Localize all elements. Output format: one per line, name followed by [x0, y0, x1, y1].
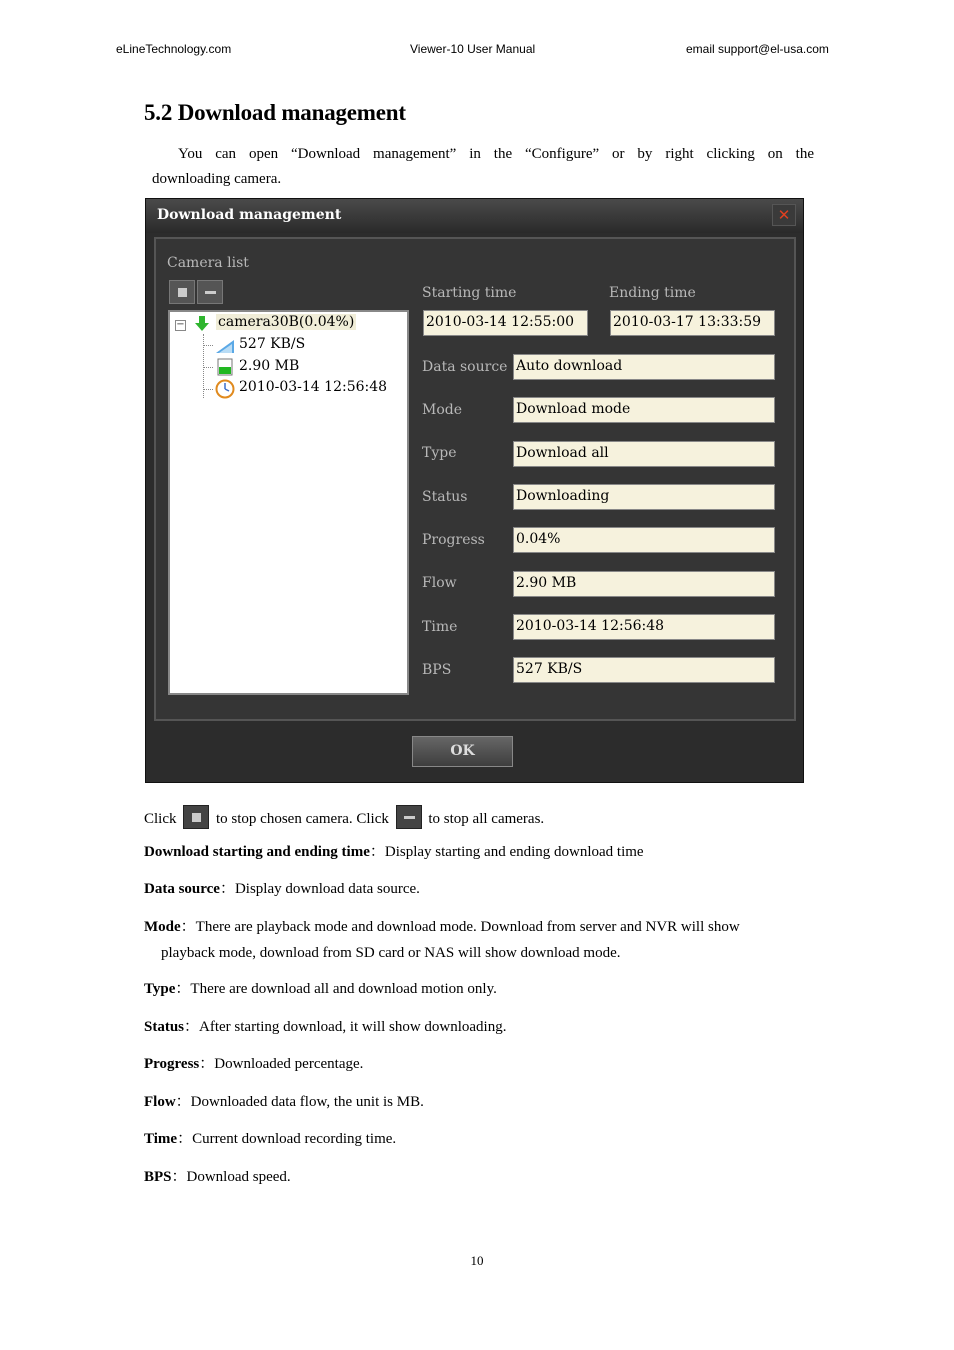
intro-line-2: downloading camera. — [152, 171, 282, 187]
ending-time-field[interactable]: 2010-03-17 13:33:59 — [610, 310, 775, 336]
tree-time-node: 2010-03-14 12:56:48 — [239, 379, 388, 395]
dialog-title-bar — [146, 199, 803, 233]
progress-label: Progress — [422, 532, 485, 548]
definition-term: Time — [144, 1131, 178, 1147]
definition-item — [144, 976, 497, 1002]
definition-item — [144, 1126, 396, 1152]
click-text-1: Click — [144, 811, 177, 827]
definition-item — [144, 914, 740, 966]
definition-text: ：Current download recording time. — [177, 1131, 397, 1147]
definition-item — [144, 1164, 291, 1190]
definition-term: Progress — [144, 1056, 200, 1072]
tree-branch-line — [203, 345, 213, 346]
collapse-icon[interactable]: − — [176, 319, 185, 330]
header-email: email support@el-usa.com — [686, 42, 829, 56]
starting-time-label: Starting time — [422, 285, 517, 301]
intro-line-1: You can open “Download management” in the “Configure” or by right clicking on the — [178, 146, 814, 162]
status-label: Status — [422, 489, 468, 505]
definition-item — [144, 1089, 424, 1115]
time-label: Time — [422, 619, 458, 635]
clock-icon — [215, 379, 235, 399]
definition-item — [144, 1051, 363, 1077]
click-text-2: to stop chosen camera. Click — [216, 811, 389, 827]
camera-tree[interactable] — [168, 310, 409, 695]
tree-branch-line — [203, 389, 213, 390]
ok-button[interactable]: OK — [412, 736, 513, 767]
intro-paragraph — [152, 142, 814, 192]
data-source-field[interactable]: Auto download — [513, 354, 775, 380]
status-field[interactable]: Downloading — [513, 484, 775, 510]
definition-item — [144, 839, 644, 865]
mode-label: Mode — [422, 402, 463, 418]
tree-camera-node[interactable]: camera30B(0.04%) — [218, 314, 355, 330]
data-source-label: Data source — [422, 359, 508, 375]
definition-text: ：Display download data source. — [219, 881, 420, 897]
stop-all-dash-icon — [205, 291, 216, 294]
page-number: 10 — [470, 1253, 484, 1268]
definition-term: Download starting and ending time — [144, 844, 370, 860]
definition-text-continued: playback mode, download from SD card or NAS will show download mode. — [161, 945, 621, 961]
definition-text: ：Downloaded percentage. — [199, 1056, 364, 1072]
stop-chosen-camera-button[interactable] — [169, 280, 195, 304]
mode-field[interactable]: Download mode — [513, 397, 775, 423]
definition-text: ：There are download all and download motion only. — [175, 981, 497, 997]
definition-text: ：After starting download, it will show downloading. — [184, 1019, 507, 1035]
definition-term: Type — [144, 981, 176, 997]
storage-size-icon — [217, 358, 233, 376]
bps-label: BPS — [422, 662, 452, 678]
header-manual-title: Viewer-10 User Manual — [410, 42, 536, 56]
definition-text: ：Download speed. — [171, 1169, 291, 1185]
starting-time-field[interactable]: 2010-03-14 12:55:00 — [423, 310, 588, 336]
section-title: 5.2 Download management — [144, 100, 406, 125]
stop-square-icon — [178, 288, 187, 297]
definition-text: ：Display starting and ending download time — [369, 844, 644, 860]
download-arrow-icon — [194, 315, 210, 333]
close-icon[interactable]: ✕ — [772, 204, 796, 226]
definition-term: Mode — [144, 919, 181, 935]
click-instruction — [144, 805, 544, 832]
bps-field[interactable]: 527 KB/S — [513, 657, 775, 683]
flow-field[interactable]: 2.90 MB — [513, 571, 775, 597]
definition-item — [144, 1014, 506, 1040]
type-field[interactable]: Download all — [513, 441, 775, 467]
ending-time-label: Ending time — [609, 285, 696, 301]
dialog-title: Download management — [157, 207, 342, 223]
tree-branch-line — [203, 367, 213, 368]
definition-text: ：There are playback mode and download mode. Download from server and NVR will show — [180, 919, 740, 935]
click-text-3: to stop all cameras. — [428, 811, 545, 827]
type-label: Type — [422, 445, 457, 461]
stop-chosen-icon — [183, 805, 209, 829]
definition-term: Status — [144, 1019, 185, 1035]
definition-term: Flow — [144, 1094, 176, 1110]
tree-size-node: 2.90 MB — [239, 358, 300, 374]
tree-speed-node: 527 KB/S — [239, 336, 306, 352]
definition-item — [144, 876, 420, 902]
definition-term: Data source — [144, 881, 220, 897]
download-management-dialog — [145, 198, 804, 783]
stop-all-cameras-button[interactable] — [197, 280, 223, 304]
camera-list-label: Camera list — [167, 255, 249, 271]
progress-field[interactable]: 0.04% — [513, 527, 775, 553]
definition-term: BPS — [144, 1169, 172, 1185]
time-field[interactable]: 2010-03-14 12:56:48 — [513, 614, 775, 640]
header-website: eLineTechnology.com — [116, 42, 232, 56]
definition-text: ：Downloaded data flow, the unit is MB. — [175, 1094, 424, 1110]
stop-all-icon — [396, 805, 422, 829]
speed-signal-icon — [215, 338, 235, 354]
flow-label: Flow — [422, 575, 457, 591]
